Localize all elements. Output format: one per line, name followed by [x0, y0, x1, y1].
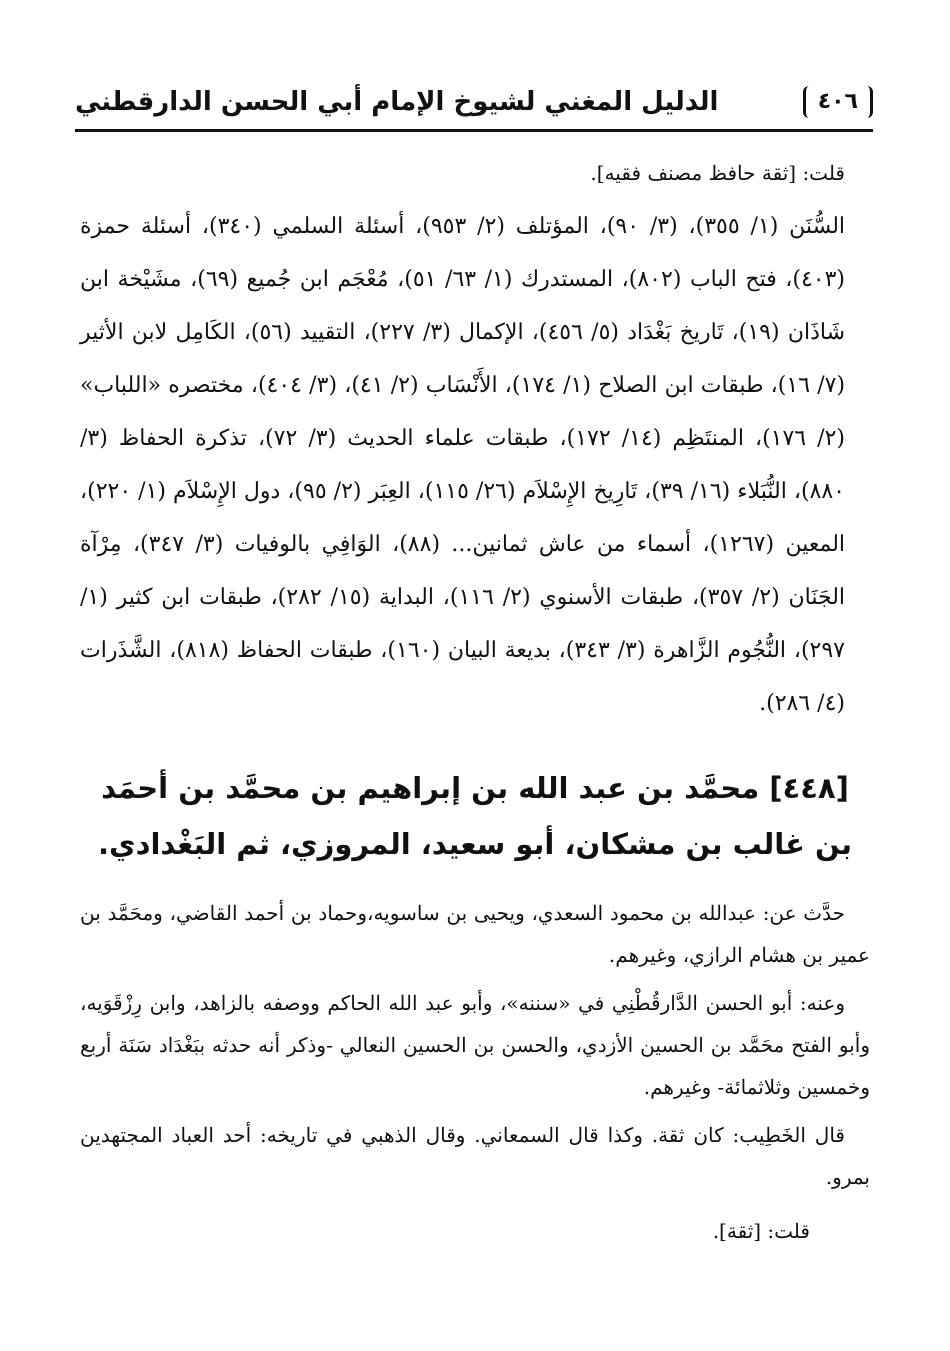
entry-heading: [٤٤٨] محمَّد بن عبد الله بن إبراهيم بن محمَّد بن أحمَد بن غالب بن مشكان، أبو سعيد، المروزي، ثم البَغْدادي. [98, 771, 852, 861]
previous-entry-sources: السُّنَن (١/ ٣٥٥)، (٣/ ٩٠)، المؤتلف (٢/ ٩٥٣)، أسئلة السلمي (٣٤٠)، أسئلة حمزة (٤٠٣)، فتح الباب (٨٠٢)، المستدرك (١/ ٦٣/ ٥١)، مُعْجَم ابن جُميع (٦٩)، مشَيْخة ابن شَاذَان (١٩)، تَاريخ بَغْدَاد (٥/ ٤٥٦)، الإكمال (٣/ ٢٢٧)، التقييد (٥٦)، الكَامِل لابن الأثير (٧/ ١٦)، طبقات ابن الصلاح (١/ ١٧٤)، الأَنْسَاب (٢/ ٤١)، (٣/ ٤٠٤)، مختصره «اللباب» (٢/ ١٧٦)، المنتَظِم (١٤/ ١٧٢)، طبقات علماء الحديث (٣/ ٧٢)، تذكرة الحفاظ (٣/ ٨٨٠)، النُّبَلاء (١٦/ ٣٩)، تَارِيخ الإِسْلاَم (٢٦/ ١١٥)، العِبَر (٢/ ٩٥)، دول الإِسْلاَم (١/ ٢٢٠)، المعين (١٢٦٧)، أسماء من عاش ثمانين... (٨٨)، الوَافِي بالوفيات (٣/ ٣٤٧)، مِرْآة الجَنَان (٢/ ٣٥٧)، طبقات الأسنوي (٢/ ١١٦)، البداية (١٥/ ٢٨٢)، طبقات ابن كثير (١/ ٢٩٧)، النُّجُوم الزَّاهرة (٣/ ٣٤٣)، بديعة البيان (١٦٠)، طبقات الحفاظ (٨١٨)، الشَّذَرات (٤/ ٢٨٦). [80, 214, 846, 716]
page-number: ٤٠٦ [803, 86, 873, 118]
header-rule [75, 129, 873, 132]
entry-verdict: قلت: [ثقة]. [712, 1219, 810, 1243]
page-header [75, 80, 873, 128]
page-body [80, 150, 870, 1250]
entry-teachers: حدَّث عن: عبدالله بن محمود السعدي، ويحيى بن ساسويه،وحماد بن أحمد القاضي، ومحَمَّد بن عمير بن هشام الرازي، وغيرهم. [80, 901, 870, 967]
previous-entry-verdict: قلت: [ثقة حافظ مصنف فقيه]. [590, 161, 845, 185]
entry-assessments: قال الخَطِيب: كان ثقة. وكذا قال السمعاني. وقال الذهبي في تاريخه: أحد العباد المجتهدين بمرو. [80, 1123, 870, 1189]
running-title: الدليل المغني لشيوخ الإمام أبي الحسن الدارقطني [75, 87, 719, 117]
entry-students: وعنه: أبو الحسن الدَّارقُطْنِي في «سننه»، وأبو عبد الله الحاكم ووصفه بالزاهد، وابن رِزْقَوَيه، وأبو الفتح محَمَّد بن الحسين الأزدي، والحسن بن الحسين النعالي -وذكر أنه حدثه ببَغْدَاد سَنَة أربع وخمسين وثلاثمائة- وغيرهم. [80, 991, 870, 1099]
